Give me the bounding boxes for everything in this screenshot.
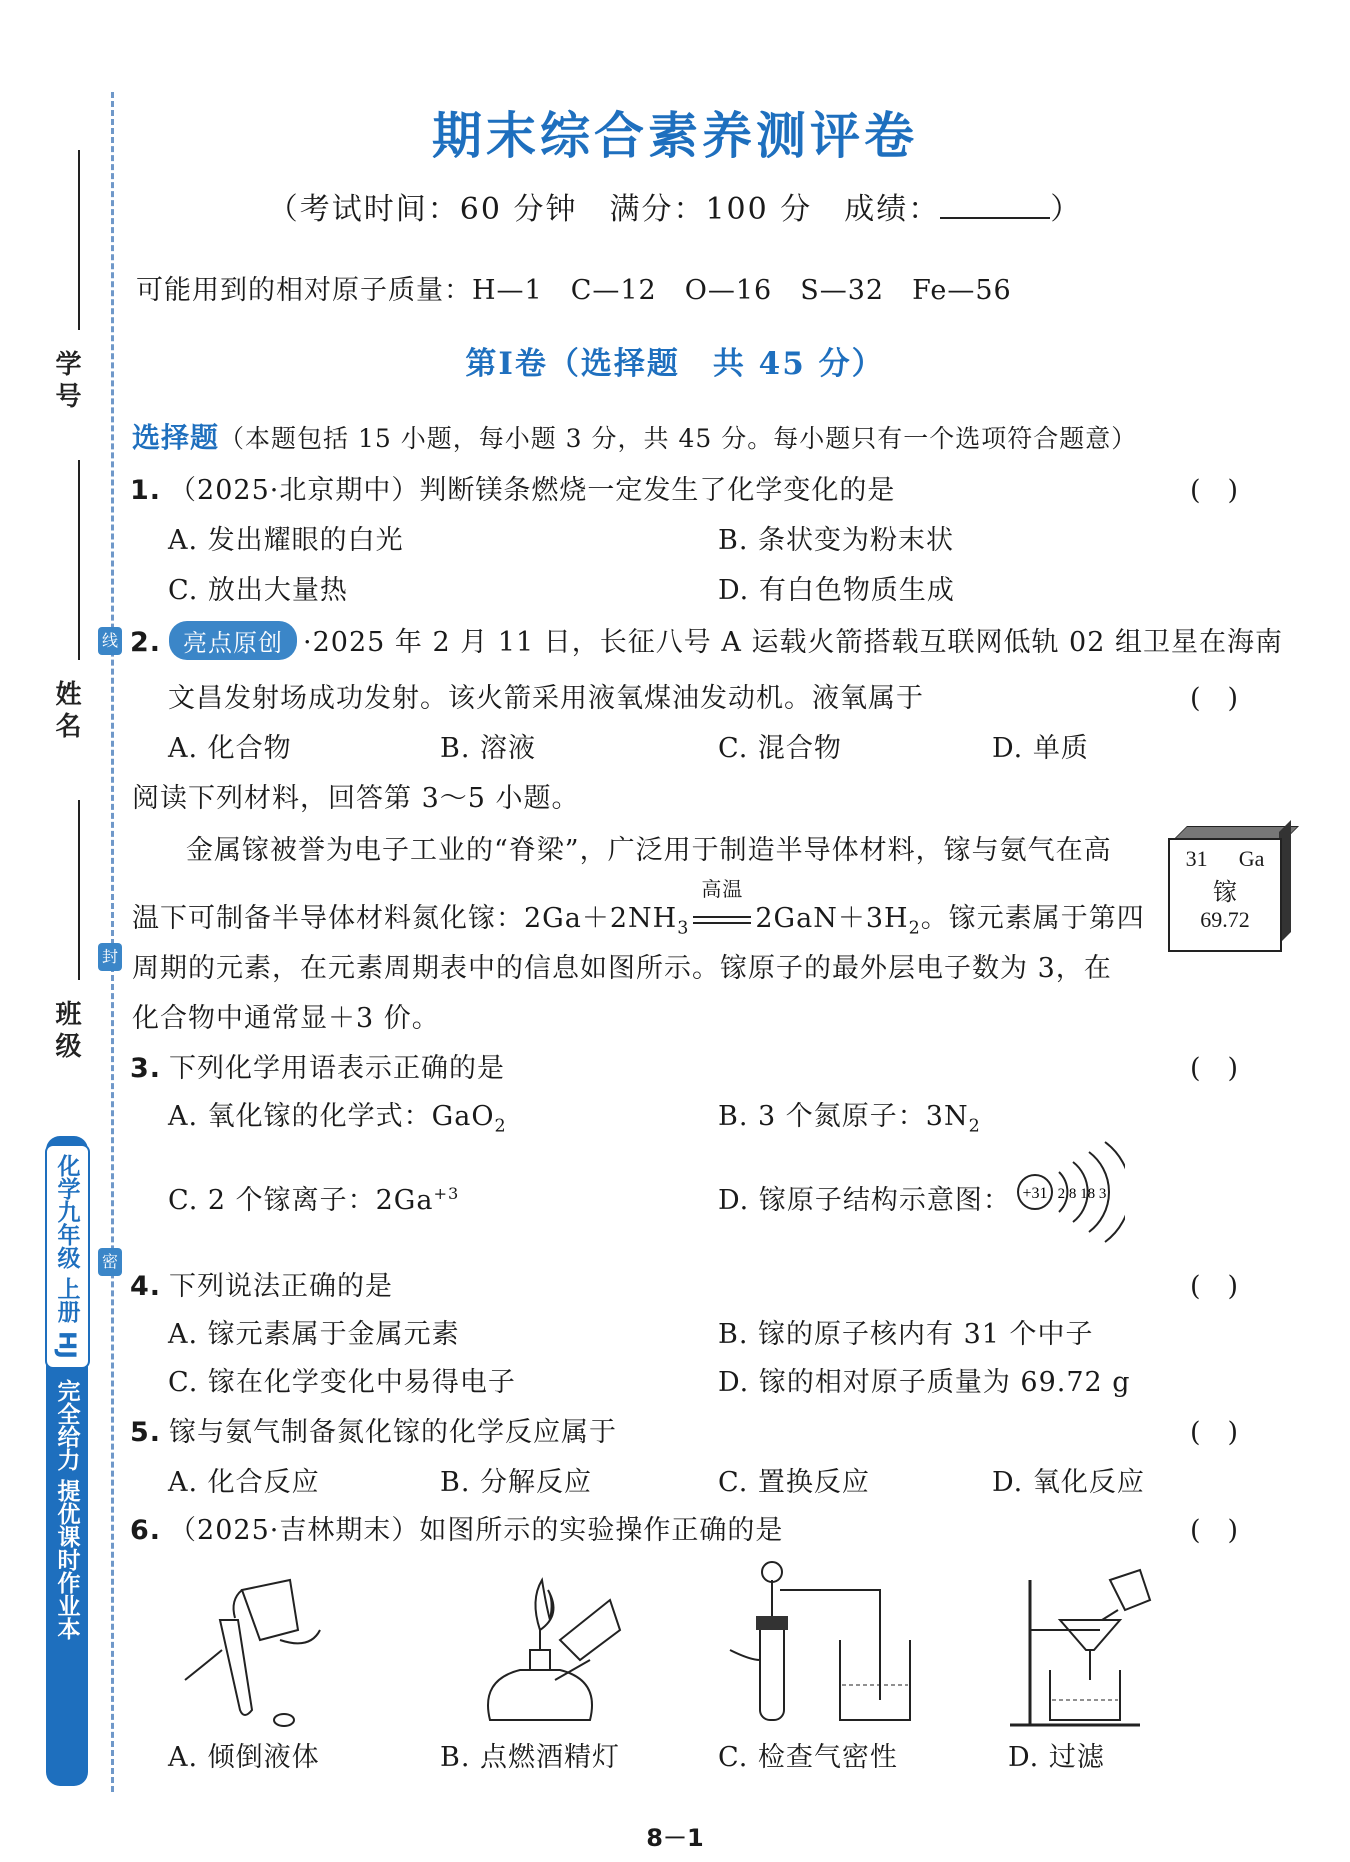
figure-label-b: B. 点燃酒精灯 xyxy=(440,1742,621,1773)
option-c-text: C. 2 个镓离子：2Ga xyxy=(168,1185,434,1216)
option-c: C. 镓在化学变化中易得电子 xyxy=(168,1367,516,1398)
atom-structure-diagram xyxy=(1015,1135,1125,1245)
book-tab xyxy=(46,1136,88,1786)
filtration-illustration xyxy=(990,1560,1160,1730)
nucleus-label: +31 xyxy=(1022,1185,1048,1202)
seal-mark-seal: 封 xyxy=(98,943,122,971)
element-card xyxy=(1168,838,1282,952)
option-b: B. 3 个氮原子：$3N_2$ xyxy=(718,1101,981,1137)
figure-label-d: D. 过滤 xyxy=(1008,1742,1105,1773)
answer-paren-4[interactable]: ( ) xyxy=(1190,1271,1239,1302)
element-symbol: Ga xyxy=(1238,846,1265,871)
question-number: 5. xyxy=(130,1417,162,1448)
answer-paren-5[interactable]: ( ) xyxy=(1190,1417,1239,1448)
element-name: 镓 xyxy=(1213,880,1237,906)
answer-paren-1[interactable]: ( ) xyxy=(1190,475,1239,506)
option-b: B. 条状变为粉末状 xyxy=(718,525,955,556)
option-d-text: D. 镓原子结构示意图： xyxy=(718,1185,1011,1216)
atomic-mass: 69.72 xyxy=(1200,907,1250,932)
figure-label-c: C. 检查气密性 xyxy=(718,1742,898,1773)
option-a: A. 化合物 xyxy=(168,733,292,764)
pouring-liquid-illustration xyxy=(180,1560,330,1730)
option-d xyxy=(718,1178,1011,1217)
instructions-text: （本题包括 15 小题，每小题 3 分，共 45 分。每小题只有一个选项符合题意） xyxy=(219,424,1138,453)
material-line-1: 金属镓被誉为电子工业的“脊梁”，广泛用于制造半导体材料，镓与氨气在高 xyxy=(186,835,1112,866)
class-label: 班级 xyxy=(51,1000,81,1064)
ion-charge: +3 xyxy=(433,1184,460,1203)
question-number: 6. xyxy=(130,1515,162,1546)
book-tab-grade: 化学九年级 上册 HJ xyxy=(45,1144,90,1369)
exam-info-close: ） xyxy=(1050,192,1083,227)
question-text: （2025·北京期中）判断镁条燃烧一定发生了化学变化的是 xyxy=(169,475,896,506)
option-a-text: A. 氧化镓的化学式：GaO xyxy=(168,1101,495,1132)
question-text: ·2025 年 2 月 11 日，长征八号 A 运载火箭搭载互联网低轨 02 组卫星在海南 xyxy=(303,627,1283,658)
equation-left: 温下可制备半导体材料氮化镓：2Ga＋2NH xyxy=(132,903,678,934)
question-2 xyxy=(130,620,1283,660)
material-line-2-end: 。镓元素属于第四 xyxy=(920,903,1145,934)
option-b-text: B. 3 个氮原子：3N xyxy=(718,1101,969,1132)
question-number: 1. xyxy=(130,475,162,506)
question-text: 下列说法正确的是 xyxy=(169,1271,394,1302)
seal-mark-line: 线 xyxy=(98,627,122,655)
reading-intro: 阅读下列材料，回答第 3～5 小题。 xyxy=(132,783,580,814)
option-a: A. 发出耀眼的白光 xyxy=(168,525,404,556)
option-d: D. 单质 xyxy=(992,733,1089,764)
name-label: 姓名 xyxy=(51,680,81,744)
reaction-condition xyxy=(693,877,751,934)
option-c: C. 置换反应 xyxy=(718,1467,870,1498)
question-3 xyxy=(130,1046,505,1085)
question-4 xyxy=(130,1264,393,1303)
question-text: （2025·吉林期末）如图所示的实验操作正确的是 xyxy=(169,1515,784,1546)
question-number: 3. xyxy=(130,1053,162,1084)
option-c: C. 混合物 xyxy=(718,733,842,764)
option-d: D. 有白色物质生成 xyxy=(718,575,955,606)
equation-right: 2GaN＋3H xyxy=(755,903,909,934)
option-a: A. 氧化镓的化学式：GaO$_2$ xyxy=(168,1101,507,1137)
shell-electrons: 2 8 18 3 xyxy=(1057,1186,1107,1202)
original-badge: 亮点原创 xyxy=(169,621,297,660)
atomic-masses: 可能用到的相对原子质量：H—1 C—12 O—16 S—32 Fe—56 xyxy=(136,275,1012,306)
material-line-4: 化合物中通常显＋3 价。 xyxy=(132,1003,440,1034)
answer-paren-2[interactable]: ( ) xyxy=(1190,683,1239,714)
seal-mark-secret: 密 xyxy=(98,1248,122,1276)
option-a: A. 镓元素属于金属元素 xyxy=(168,1319,460,1350)
figure-label-a: A. 倾倒液体 xyxy=(168,1742,320,1773)
class-line xyxy=(78,800,80,980)
page-number: 8－1 xyxy=(646,1824,704,1852)
atomic-number: 31 xyxy=(1185,846,1208,871)
question-5 xyxy=(130,1410,617,1449)
answer-paren-6[interactable]: ( ) xyxy=(1190,1515,1239,1546)
option-a: A. 化合反应 xyxy=(168,1467,320,1498)
book-tab-series: 完全给力 提优课时作业本 xyxy=(53,1378,80,1640)
name-line xyxy=(78,460,80,660)
condition-label: 高温 xyxy=(701,877,744,901)
option-b: B. 镓的原子核内有 31 个中子 xyxy=(718,1319,1094,1350)
answer-paren-3[interactable]: ( ) xyxy=(1190,1053,1239,1084)
alcohol-lamp-illustration xyxy=(470,1560,630,1730)
question-6 xyxy=(130,1508,783,1547)
airtightness-check-illustration xyxy=(720,1560,920,1730)
instructions-lead: 选择题 xyxy=(132,421,220,454)
material-line-2: 温下可制备半导体材料氮化镓：$2Ga+2NH_3$ 高温 $2GaN+3H_2$。镓元素属于第四 xyxy=(132,896,1145,938)
question-number: 2. xyxy=(130,627,162,658)
option-b: B. 溶液 xyxy=(440,733,537,764)
student-id-label: 学号 xyxy=(51,350,81,414)
option-b: B. 分解反应 xyxy=(440,1467,593,1498)
instructions xyxy=(132,416,1137,456)
question-text: 镓与氨气制备氮化镓的化学反应属于 xyxy=(169,1417,618,1448)
equals-sign xyxy=(693,916,751,924)
question-number: 4. xyxy=(130,1271,162,1302)
question-1 xyxy=(130,468,895,507)
section-title: 第Ⅰ卷（选择题 共 45 分） xyxy=(465,346,885,382)
student-id-line xyxy=(78,150,80,330)
exam-title: 期末综合素养测评卷 xyxy=(432,107,918,165)
question-text: 下列化学用语表示正确的是 xyxy=(169,1053,506,1084)
option-d: D. 镓的相对原子质量为 69.72 g xyxy=(718,1367,1131,1398)
score-blank[interactable] xyxy=(940,189,1050,219)
exam-info-text: （考试时间：60 分钟 满分：100 分 成绩： xyxy=(267,192,941,227)
material-line-3: 周期的元素，在元素周期表中的信息如图所示。镓原子的最外层电子数为 3，在 xyxy=(132,953,1112,984)
option-d: D. 氧化反应 xyxy=(992,1467,1145,1498)
option-c: C. 放出大量热 xyxy=(168,575,348,606)
option-c xyxy=(168,1178,459,1217)
exam-info xyxy=(0,184,1350,228)
question-2-cont: 文昌发射场成功发射。该火箭采用液氧煤油发动机。液氧属于 xyxy=(168,683,924,714)
